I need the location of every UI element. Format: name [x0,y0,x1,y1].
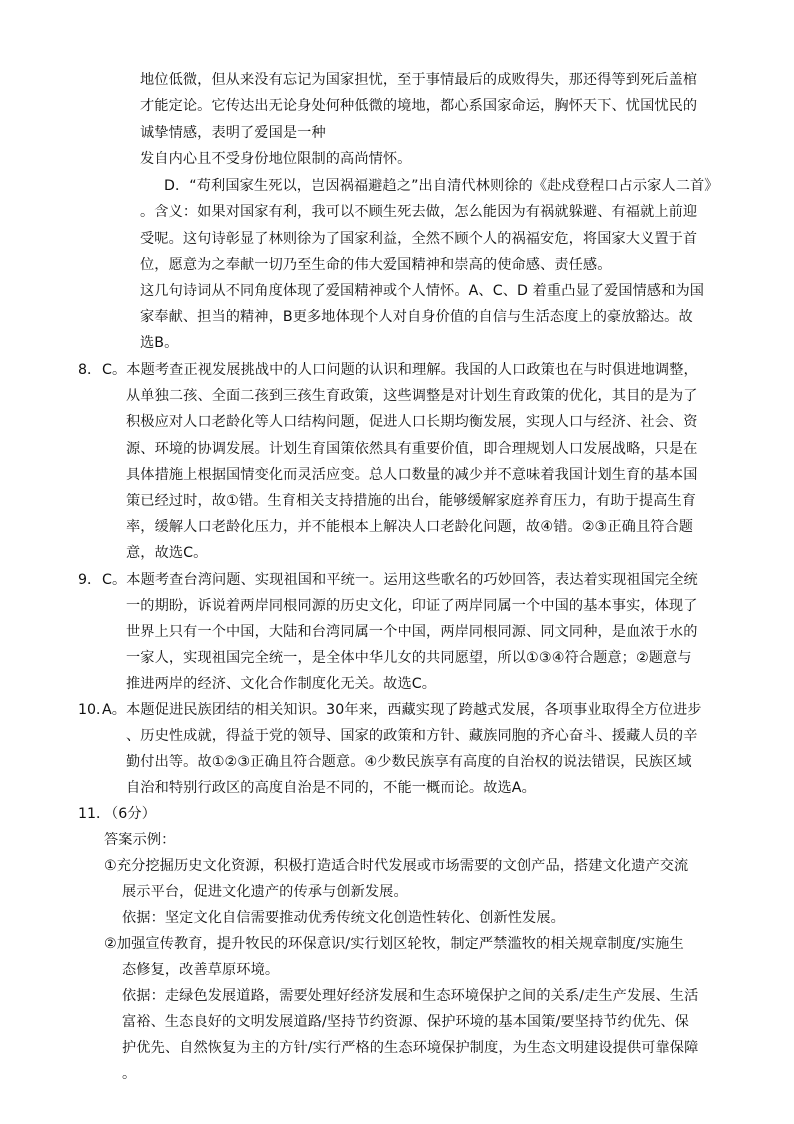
summary-line: 选B。 [140,335,179,351]
q11-item2-basis: 富裕、生态良好的文明发展道路/坚持节约资源、保护环境的基本国策/要坚持节约优先、保 [122,1014,689,1030]
q11-item2-basis: 。 [122,1066,137,1082]
option-d-line: 位，愿意为之奉献一切乃至生命的伟大爱国精神和崇高的使命感、责任感。 [140,257,612,273]
option-d-line: 。含义：如果对国家有利，我可以不顾生死去做，怎么能因为有祸就躲避、有福就上前迎 [140,204,698,220]
q9-line: 世界上只有一个中国，大陆和台湾同属一个中国，两岸同根同源、同文同种，是血浓于水的 [126,624,698,640]
q9-line: 一的期盼，诉说着两岸同根同源的历史文化，印证了两岸同属一个中国的基本事实，体现了 [126,598,698,614]
q11-item1-basis: 依据：坚定文化自信需要推动优秀传统文化创造性转化、创新性发展。 [122,910,565,926]
summary-line: 这几句诗词从不同角度体现了爱国精神或个人情怀。A、C、D 着重凸显了爱国情感和为国 [140,283,705,299]
q11-item2-basis: 护优先、自然恢复为主的方针/实行严格的生态环境保护制度，为生态文明建设提供可靠保障 [122,1040,699,1056]
q8-line: 率，缓解人口老龄化压力，并不能根本上解决人口老龄化问题，故④错。②③正确且符合题 [126,519,694,535]
q10-line: 自治和特别行政区的高度自治是不同的，不能一概而论。故选A。 [126,780,536,796]
q8-line: C。本题考查正视发展挑战中的人口问题的认识和理解。我国的人口政策也在与时俱进地调整， [102,362,698,378]
q11-item1-line: 展示平台，促进文化遗产的传承与创新发展。 [122,884,408,900]
q8-line: 意，故选C。 [126,545,208,561]
q11-score: （6分） [104,806,156,822]
q8-line: 具体措施上根据国情变化而灵活应变。总人口数量的减少并不意味着我国计划生育的基本国 [126,467,698,483]
text-line: 地位低微，但从来没有忘记为国家担忧，至于事情最后的成败得失，那还得等到死后盖棺 [140,72,698,88]
question-number: 9． [78,572,102,588]
q9-line: 一家人，实现祖国完全统一，是全体中华儿女的共同愿望，所以①③④符合题意；②题意与 [126,650,692,666]
option-d-line: D．“苟利国家生死以，岂因祸福避趋之”出自清代林则徐的《赴戍登程口占示家人二首》 [164,178,719,194]
q11-item2-basis: 依据：走绿色发展道路，需要处理好经济发展和生态环境保护之间的关系/走生产发展、生活 [122,988,699,1004]
q10-line: 勤付出等。故①②③正确且符合题意。④少数民族享有高度的自治权的说法错误，民族区域 [126,754,692,770]
q11-item2-line: ②加强宣传教育，提升牧民的环保意识/实行划区轮牧，制定严禁滥牧的相关规章制度/实施生 [104,936,684,952]
q11-item1-line: ①充分挖掘历史文化资源，积极打造适合时代发展或市场需要的文创产品，搭建文化遗产交流 [104,858,689,874]
q9-line: C。本题考查台湾问题、实现祖国和平统一。运用这些歌名的巧妙回答，表达着实现祖国完全统 [102,572,698,588]
q11-item2-line: 态修复，改善草原环境。 [122,962,280,978]
q10-line: A。本题促进民族团结的相关知识。30年来，西藏实现了跨越式发展，各项事业取得全方位进步 [102,702,702,718]
text-line: 才能定论。它传达出无论身处何种低微的境地，都心系国家命运，胸怀天下、忧国忧民的 [140,98,698,114]
q9-line: 推进两岸的经济、文化合作制度化无关。故选C。 [126,676,437,692]
text-line: 诚挚情感，表明了爱国是一种 [140,125,326,141]
question-number: 10． [78,702,111,718]
question-number: 11． [78,806,111,822]
summary-line: 家奉献、担当的精神，B更多地体现个人对自身价值的自信与生活态度上的豪放豁达。故 [140,309,693,325]
question-number: 8． [78,362,102,378]
option-d-line: 受呢。这句诗彰显了林则徐为了国家利益，全然不顾个人的祸福安危，将国家大义置于首 [140,231,698,247]
q10-line: 、历史性成就，得益于党的领导、国家的政策和方针、藏族同胞的齐心奋斗、援藏人员的辛 [126,728,698,744]
text-line: 发自内心且不受身份地位限制的高尚情怀。 [140,151,412,167]
q11-example-label: 答案示例： [104,832,176,848]
q8-line: 源、环境的协调发展。计划生育国策依然具有重要价值，即合理规划人口发展战略，只是在 [126,441,698,457]
q8-line: 从单独二孩、全面二孩到三孩生育政策，这些调整是对计划生育政策的优化，其目的是为了 [126,388,698,404]
q8-line: 策已经过时，故①错。生育相关支持措施的出台，能够缓解家庭养育压力，有助于提高生育 [126,493,697,509]
q8-line: 积极应对人口老龄化等人口结构问题，促进人口长期均衡发展，实现人口与经济、社会、资 [126,414,698,430]
